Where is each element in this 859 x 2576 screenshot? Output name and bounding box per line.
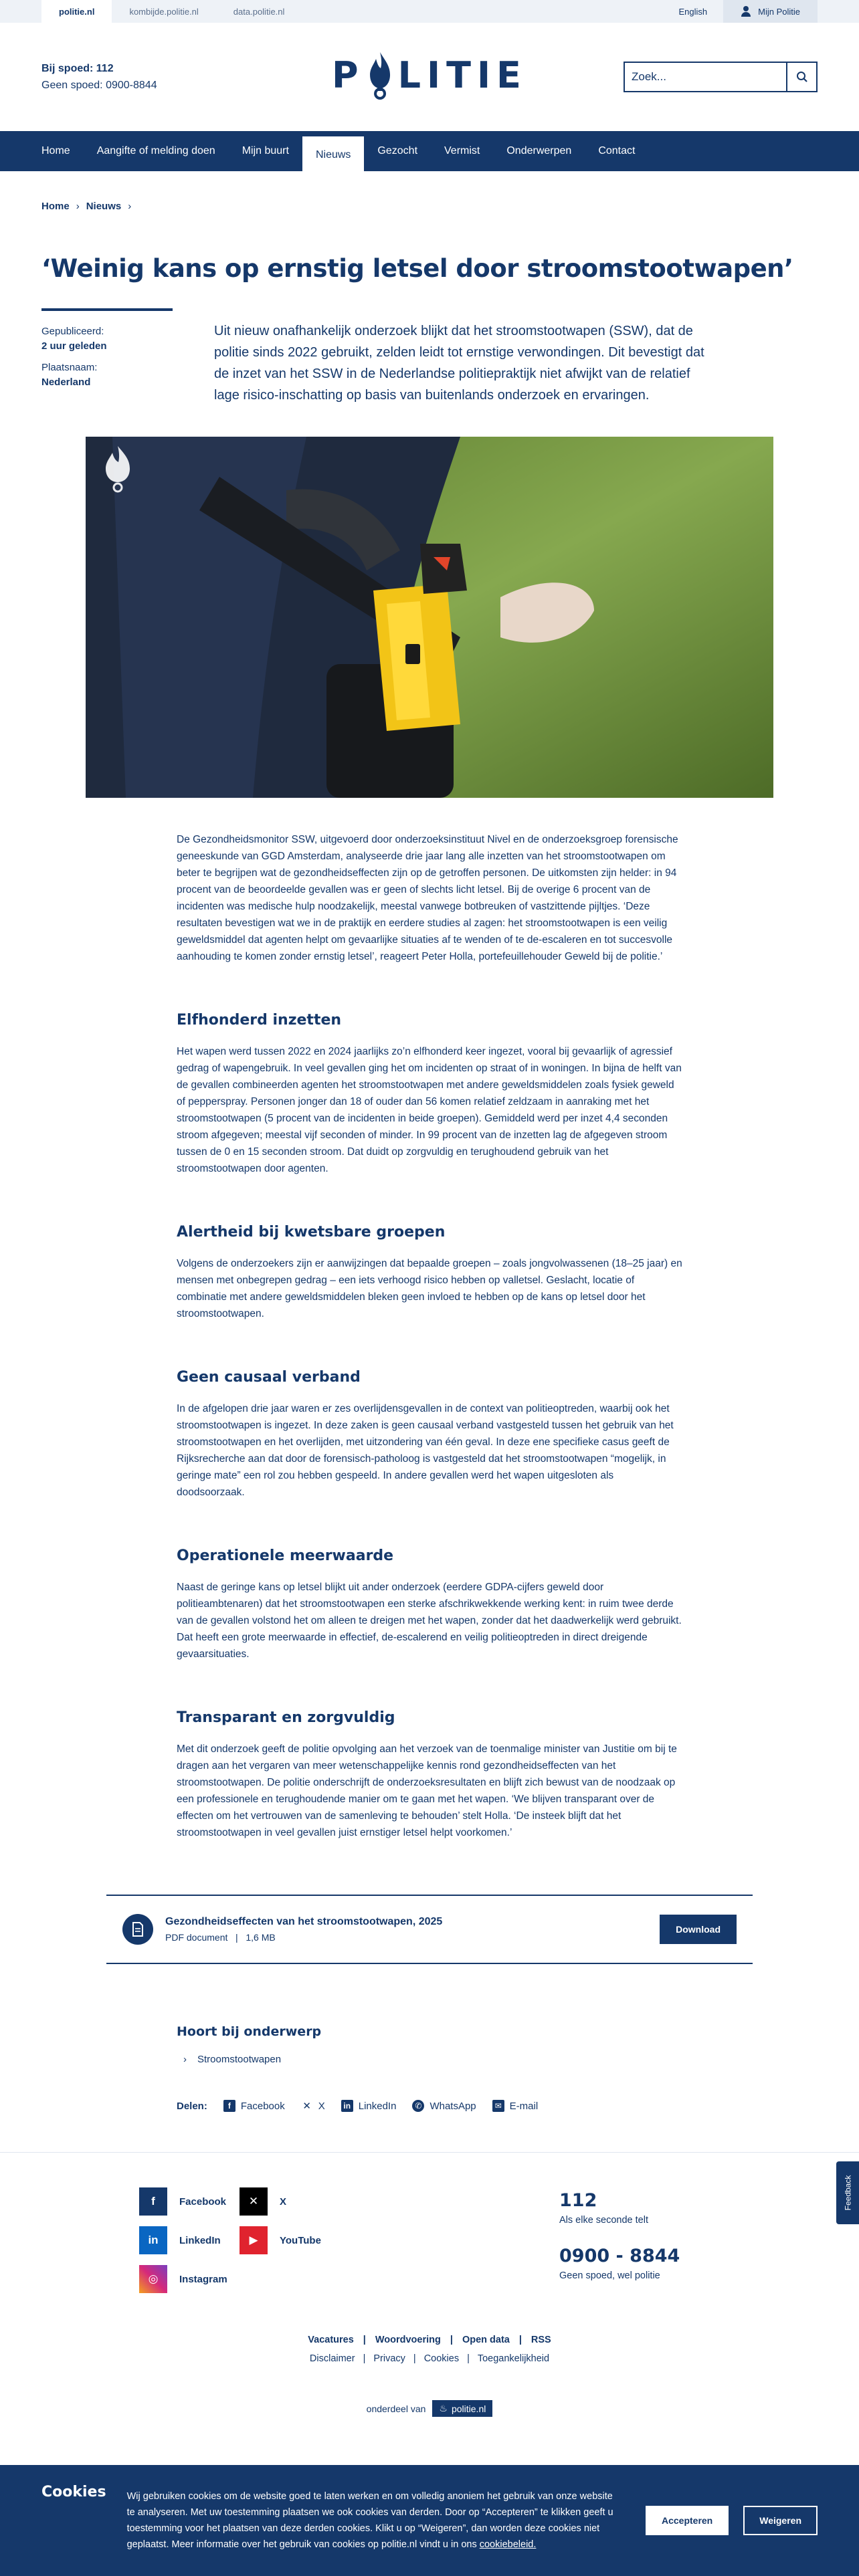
utility-actions [663,0,818,23]
reject-cookies-button[interactable]: Weigeren [743,2506,818,2535]
share-facebook[interactable] [223,2100,285,2112]
section-heading: Elfhonderd inzetten [177,1012,342,1029]
share-linkedin-label: LinkedIn [358,2100,397,2112]
logo-letter-p: P [332,53,365,96]
feedback-label: Feedback [843,2175,853,2211]
footer-youtube-label: YouTube [280,2234,321,2246]
separator: | [450,2335,453,2345]
utility-bar [0,0,859,23]
politie-nl-badge-label: politie.nl [451,2403,486,2414]
email-icon: ✉ [492,2100,504,2112]
main-navigation [0,131,859,171]
cookie-actions [646,2506,818,2535]
footer-x[interactable] [240,2187,340,2216]
footer-link-privacy[interactable]: Privacy [373,2353,405,2364]
facebook-icon: f [223,2100,235,2112]
taser-photo [86,437,773,798]
related-heading: Hoort bij onderwerp [177,2024,322,2039]
share-label: Delen: [177,2100,207,2112]
footer-facebook-label: Facebook [179,2195,227,2208]
published-label: Gepubliceerd: [41,326,104,337]
nav-gezocht[interactable]: Gezocht [377,145,418,156]
footer-linkedin[interactable] [139,2226,240,2254]
place-label: Plaatsnaam: [41,362,98,373]
document-icon [122,1914,153,1945]
cookie-text-body: Wij gebruiken cookies om de website goed te laten werken en om volledig anoniem het gebruik van onze website te analyseren. Met uw toestemming plaatsen we ook cookies van derden. Door op “Accepteren” te klikken geeft u toestemming voor het plaatsen van deze derden cookies. Klikt u op “Weigeren”, dan worden deze cookies niet geplaatst. Meer informatie over het gebruik van cookies op politie.nl vindt u in ons [126,2491,613,2550]
emergency-info [41,60,157,94]
urgent-number: Bij spoed: 112 [41,63,114,74]
footer-link-woordvoering[interactable]: Woordvoering [375,2335,441,2345]
chevron-right-icon: › [76,201,80,212]
footer-links [0,2335,859,2364]
nav-contact[interactable]: Contact [598,145,636,156]
linkedin-icon: in [341,2100,353,2112]
article-body [177,798,682,1841]
politie-nl-badge[interactable] [432,2400,492,2417]
published-value: 2 uur geleden [41,340,107,352]
breadcrumb-nieuws[interactable]: Nieuws [86,201,122,212]
feedback-tab[interactable] [836,2161,859,2224]
separator: | [363,2335,366,2345]
logo-wordmark: LITIE [397,53,527,96]
footer-youtube[interactable] [240,2226,340,2254]
section-body: In de afgelopen drie jaar waren er zes overlijdensgevallen in de context van politieoptreden, waarbij ook het stroomstootwapen is ingezet. In deze zaken is geen causaal verband vastgesteld tussen het gebruik van het stroomstootwapen en het overlijden, met uitzondering van één geval. In deze ene specifieke casus geeft de Rijksrecherche aan dat door de forensisch-patholoog is vastgesteld dat het stroomstootwapen “mogelijk, in geringe mate” een rol zou hebben gespeeld. In andere gevallen werd het wapen uitgesloten als doodsoorzaak. [177,1403,674,1498]
share-whatsapp-label: WhatsApp [430,2100,476,2112]
document-size: 1,6 MB [246,1932,276,1943]
footer-social-links [139,2187,340,2293]
youtube-icon: ▶ [240,2226,268,2254]
related-topics [177,2024,682,2065]
share-linkedin[interactable] [341,2100,397,2112]
footer-link-toegankelijkheid[interactable]: Toegankelijkheid [477,2353,550,2364]
share-bar [177,2100,682,2112]
related-item-stroomstootwapen[interactable] [177,2054,682,2065]
page-title: ‘Weinig kans op ernstig letsel door stroomstootwapen’ [41,254,793,283]
download-block [106,1895,753,1964]
footer-link-rss[interactable]: RSS [531,2335,551,2345]
footer-instagram[interactable] [139,2265,240,2293]
related-item-label: Stroomstootwapen [197,2054,282,2065]
section-body: Naast de geringe kans op letsel blijkt uit ander onderzoek (eerdere GDPA-cijfers geweld door politieambtenaren) dat het stroomstootwapen een sterke afschrikwekkende werking kent: in ruim twee derde van de gevallen volstond het om alleen te dreigen met het wapen, zonder dat het daadwerkelijk werd gebruikt. Dat heeft een grote meerwaarde in effectief, de-escalerend en veilig politieoptreden in direct dreigende gevaarsituaties. [177,1582,682,1660]
nav-mijn-buurt[interactable]: Mijn buurt [242,145,289,156]
share-email-label: E-mail [509,2100,539,2112]
accept-cookies-button[interactable]: Accepteren [646,2506,729,2535]
footer-link-vacatures[interactable]: Vacatures [308,2335,354,2345]
place-value: Nederland [41,377,91,388]
footer-links-primary [0,2335,859,2345]
emergency-sub: Als elke seconde telt [559,2215,648,2226]
nav-vermist[interactable]: Vermist [444,145,480,156]
whatsapp-icon: ✆ [412,2100,424,2112]
my-politie-button[interactable] [723,0,818,23]
politie-logo[interactable] [332,49,527,100]
cookie-banner [0,2465,859,2576]
share-whatsapp[interactable] [412,2100,476,2112]
site-footer [0,2152,859,2460]
flame-icon: ♨ [439,2403,448,2413]
document-title[interactable]: Gezondheidseffecten van het stroomstootwapen, 2025 [165,1916,443,1927]
x-icon: ✕ [302,2101,311,2112]
separator: | [467,2353,470,2364]
search-form [624,62,818,92]
my-politie-label: Mijn Politie [758,6,800,17]
article-lead: De Gezondheidsmonitor SSW, uitgevoerd door onderzoeksinstituut Nivel en de onderzoeksgroep forensische geneeskunde van GGD Amsterdam, analyseerde drie jaar lang alle inzetten van het stroomstootwapen om beter te begrijpen wat de gezondheidseffecten zijn op de getroffen personen. De uitkomsten zijn helder: in 94 procent van de beoordeelde gevallen was er geen of slechts licht letsel. Bij de overige 6 procent van de incidenten was medische hulp noodzakelijk, meestal vanwege botbreuken of vastzittende pijltjes. ‘Deze resultaten bevestigen wat we in de praktijk en eerdere studies al zagen: het stroomstootwapen is een veilig geweldsmiddel dat agenten helpt om gevaarlijke situaties af te wenden of te de-escaleren en tot succesvolle aanhouding te komen zonder ernstig letsel’, reageert Peter Holla, portefeuillehouder Geweld bij de politie.’ [177,834,678,962]
footer-linkedin-label: LinkedIn [179,2234,221,2246]
site-tab-politie[interactable]: politie.nl [41,0,112,23]
article-header [0,284,859,406]
non-urgent-number: Geen spoed: 0900-8844 [41,80,157,91]
search-input[interactable] [625,63,786,91]
badge-flame-icon [365,49,395,100]
cookie-text [127,2488,615,2553]
section-heading: Alertheid bij kwetsbare groepen [177,1224,446,1241]
document-type: PDF document [165,1932,228,1943]
search-icon [796,71,808,83]
nav-aangifte[interactable]: Aangifte of melding doen [96,145,215,156]
search-button[interactable] [786,63,816,91]
instagram-icon: ◎ [139,2265,167,2293]
site-header [0,23,859,131]
article-meta [41,308,173,406]
x-icon: ✕ [240,2187,268,2216]
site-tab-kombijde[interactable]: kombijde.politie.nl [129,6,199,17]
footer-x-label: X [280,2195,287,2208]
section-heading: Transparant en zorgvuldig [177,1709,395,1726]
separator: | [363,2353,366,2364]
footer-facebook[interactable] [139,2187,240,2216]
share-facebook-label: Facebook [240,2100,285,2112]
share-x[interactable] [301,2100,325,2112]
footer-phone-numbers [559,2190,680,2301]
section-heading: Operationele meerwaarde [177,1547,394,1564]
nav-home[interactable]: Home [41,145,70,156]
share-email[interactable] [492,2100,539,2112]
separator: | [518,2335,522,2345]
meta-separator: | [230,1932,244,1943]
section-body: Volgens de onderzoekers zijn er aanwijzingen dat bepaalde groepen – zoals jongvolwassenen (18–25 jaar) en mensen met onbegrepen gedrag – een iets verhoogd risico hebben op valletsel. Geslacht, locatie of combinatie met andere geweldsmiddelen bleken geen invloed te hebben op de kans op letsel door het stroomstootwapen. [177,1258,682,1319]
section-body: Met dit onderzoek geeft de politie opvolging aan het verzoek van de toenmalige minister van Justitie om bij te dragen aan het vergaren van meer wetenschappelijke kennis rond gezondheidseffecten van het stroomstootwapen. De politie onderschrijft de onderzoeksresultaten en blijft zich bewust van de noodzaak op een professionele en terughoudende manier om te gaan met het wapen. ‘We blijven transparant over de effecten om het vertrouwen van de samenleving te behouden’ stelt Holla. ‘De insteek blijft dat het stroomstootwapen in veel gevallen juist ernstiger letsel helpt voorkomen.’ [177,1743,677,1838]
document-meta [165,1932,660,1943]
footer-link-cookies[interactable]: Cookies [423,2353,460,2364]
part-of [0,2400,859,2417]
linkedin-icon: in [139,2226,167,2254]
footer-instagram-label: Instagram [179,2273,227,2285]
section-heading: Geen causaal verband [177,1369,361,1386]
chevron-right-icon: › [128,201,132,212]
nav-nieuws[interactable]: Nieuws [302,136,364,171]
breadcrumb-home[interactable]: Home [41,201,70,212]
nav-onderwerpen[interactable]: Onderwerpen [506,145,572,156]
emergency-number: 112 [559,2190,597,2211]
footer-link-disclaimer[interactable]: Disclaimer [309,2353,355,2364]
download-button[interactable]: Download [660,1915,737,1944]
non-emergency-sub: Geen spoed, wel politie [559,2270,660,2281]
footer-link-open-data[interactable]: Open data [462,2335,510,2345]
article-image [86,437,773,798]
separator: | [413,2353,416,2364]
language-link[interactable]: English [678,6,708,17]
cookie-policy-link[interactable]: cookiebeleid. [479,2539,537,2550]
facebook-icon: f [139,2187,167,2216]
cookie-title: Cookies [41,2484,106,2500]
chevron-right-icon: › [183,2054,187,2065]
part-of-label: onderdeel van [366,2403,426,2414]
footer-links-secondary [0,2353,859,2364]
share-x-label: X [318,2100,325,2112]
article-intro: Uit nieuw onafhankelijk onderzoek blijkt dat het stroomstootwapen (SSW), dat de politie sinds 2022 gebruikt, zelden leidt tot ernstige verwondingen. Dit bevestigt dat de inzet van het SSW in de Nederlandse politiepraktijk niet afwijkt van de relatief lage risico-inschatting op basis van buitenlands onderzoek en ervaringen. [214,324,704,403]
person-icon [741,6,751,17]
breadcrumb [0,171,859,212]
site-switcher [41,0,302,23]
site-tab-data[interactable]: data.politie.nl [233,6,285,17]
document-info [165,1916,660,1943]
section-body: Het wapen werd tussen 2022 en 2024 jaarlijks zo’n elfhonderd keer ingezet, vooral bij gevaarlijk of agressief gedrag of wapengebruik. In veel gevallen ging het om incidenten op straat of in woningen. In bijna de helft van de gevallen combineerden agenten het stroomstootwapen met andere geweldsmiddelen zoals fysiek geweld of pepperspray. Personen jonger dan 18 of ouder dan 56 komen relatief zeldzaam in aanraking met het stroomstootwapen (5 procent van de incidenten in beide groepen). Gemiddeld werd per inzet 4,4 seconden stroom afgegeven; meestal vijf seconden of minder. In 99 procent van de inzetten lag de afgegeven stroom tussen de 0 en 15 seconden stroom. Dat duidt op zorgvuldig en terughoudend gebruik van het stroomstootwapen door agenten. [177,1046,682,1174]
non-emergency-number: 0900 - 8844 [559,2246,680,2266]
